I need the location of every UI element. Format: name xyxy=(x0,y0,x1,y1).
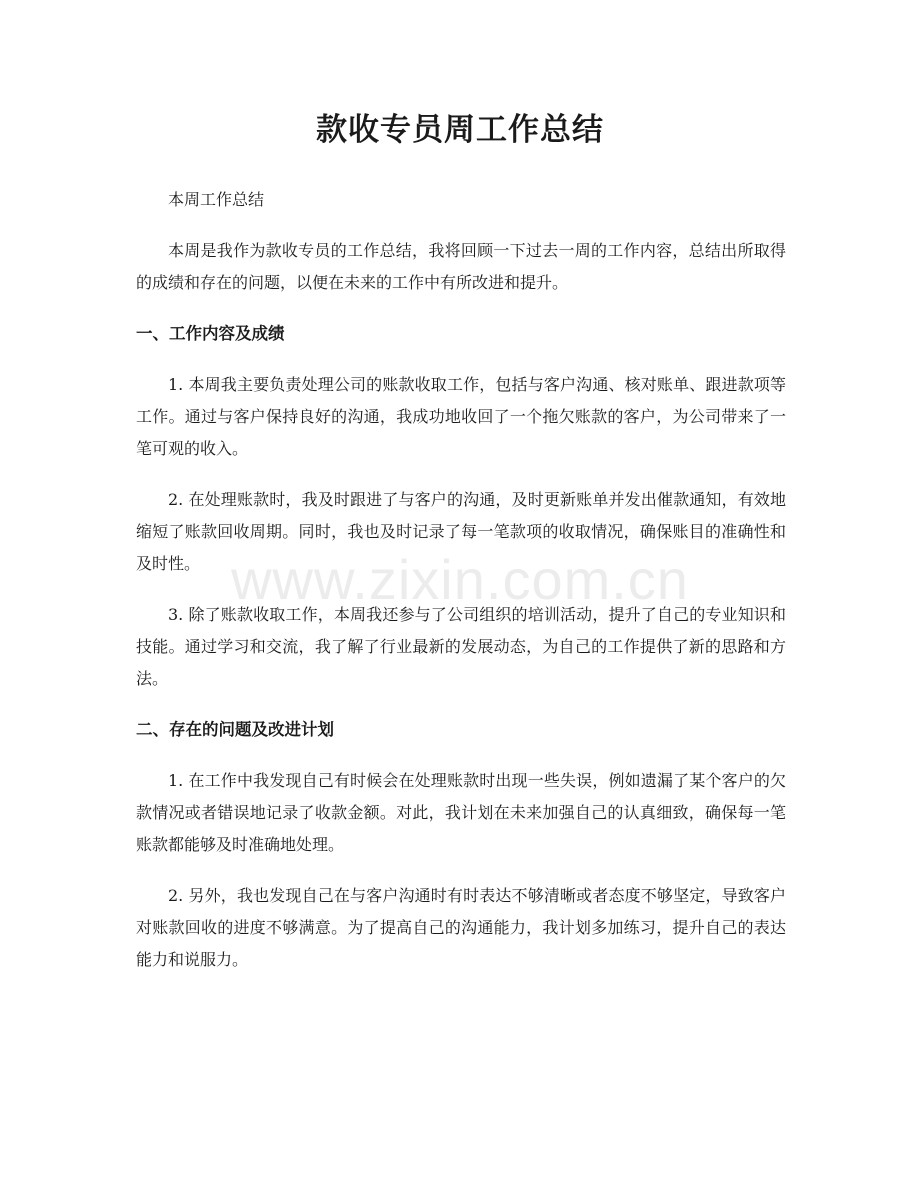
watermark: www.zixin.com.cn xyxy=(231,548,689,611)
page-title: 款收专员周工作总结 xyxy=(316,112,604,148)
intro-label: 本周工作总结 xyxy=(168,190,265,209)
section-heading-work: 一、工作内容及成绩 xyxy=(136,324,285,343)
section-work-paragraph-2: 2. 在处理账款时，我及时跟进了与客户的沟通，及时更新账单并发出催款通知，有效地缩短了账款回收周期。同时，我也及时记录了每一笔款项的收取情况，确保账目的准确性和及时性。 xyxy=(136,490,786,573)
document-body xyxy=(136,184,786,995)
section-heading-issues: 二、存在的问题及改进计划 xyxy=(136,720,334,739)
section-work-paragraph-1: 1. 本周我主要负责处理公司的账款收取工作，包括与客户沟通、核对账单、跟进款项等工作。通过与客户保持良好的沟通，我成功地收回了一个拖欠账款的客户，为公司带来了一笔可观的收入。 xyxy=(136,375,786,458)
section-issues-paragraph-2: 2. 另外，我也发现自己在与客户沟通时有时表达不够清晰或者态度不够坚定，导致客户对账款回收的进度不够满意。为了提高自己的沟通能力，我计划多加练习，提升自己的表达能力和说服力。 xyxy=(136,886,786,969)
section-issues-paragraph-1: 1. 在工作中我发现自己有时候会在处理账款时出现一些失误，例如遗漏了某个客户的欠款情况或者错误地记录了收款金额。对此，我计划在未来加强自己的认真细致，确保每一笔账款都能够及时准确地处理。 xyxy=(136,771,786,854)
intro-paragraph: 本周是我作为款收专员的工作总结，我将回顾一下过去一周的工作内容，总结出所取得的成绩和存在的问题，以便在未来的工作中有所改进和提升。 xyxy=(136,241,786,292)
section-work-paragraph-3: 3. 除了账款收取工作，本周我还参与了公司组织的培训活动，提升了自己的专业知识和技能。通过学习和交流，我了解了行业最新的发展动态，为自己的工作提供了新的思路和方法。 xyxy=(136,605,786,688)
